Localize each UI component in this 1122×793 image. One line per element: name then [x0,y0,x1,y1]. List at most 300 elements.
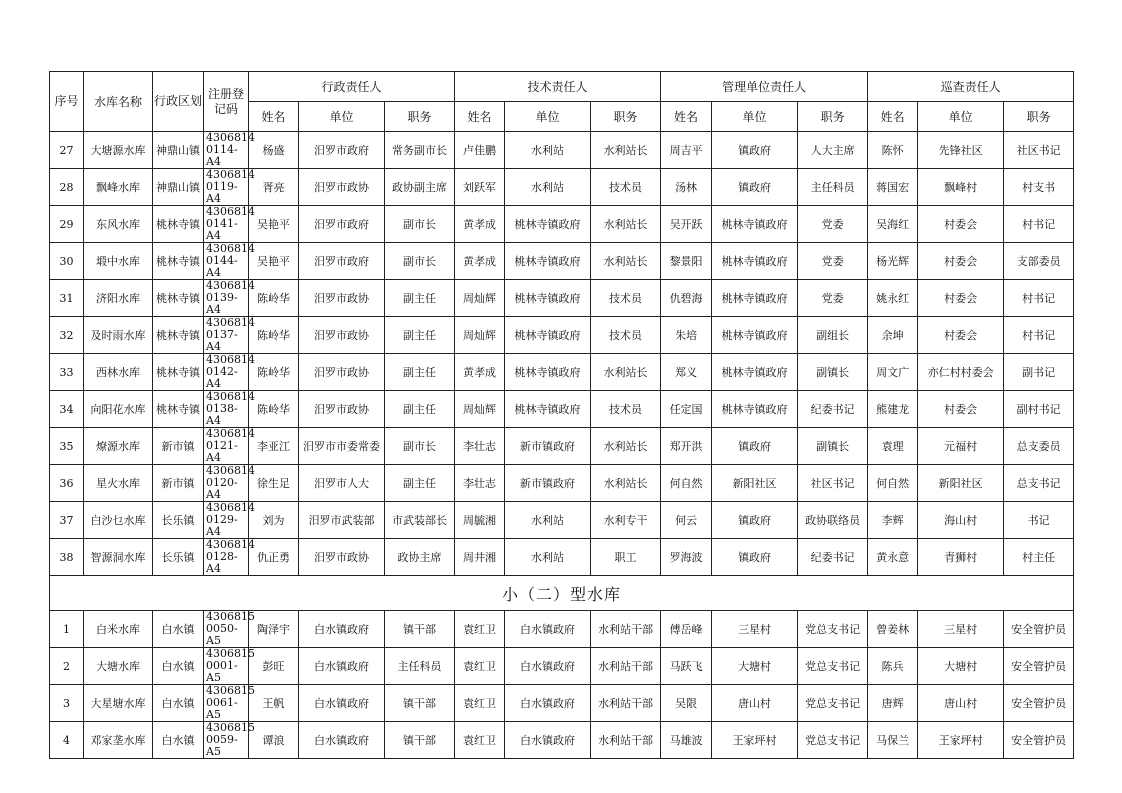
cell-tech-title: 水利站长 [591,428,661,465]
table-row [50,391,1074,428]
subheader-tech-name: 姓名 [455,102,505,132]
register-code-line2: 0119-A4 [206,180,238,205]
register-code-line2: 0137-A4 [206,328,238,353]
subheader-tech-unit: 单位 [505,102,591,132]
cell-patrol-unit: 先锋社区 [918,132,1004,169]
cell-admin-name: 陈岭华 [249,391,299,428]
table-row [50,354,1074,391]
subheader-patrol-name: 姓名 [868,102,918,132]
cell-district: 桃林寺镇 [153,206,204,243]
cell-tech-title: 水利站长 [591,132,661,169]
cell-admin-title: 镇干部 [385,611,455,648]
header-group-management: 管理单位责任人 [661,72,868,102]
register-code-line2: 0121-A4 [206,439,238,464]
cell-patrol-unit: 元福村 [918,428,1004,465]
cell-mgmt-title: 纪委书记 [798,539,868,576]
register-code-line1: 4306814 [206,131,255,144]
register-code-line2: 0139-A4 [206,291,238,316]
register-code-line1: 4306814 [206,501,255,514]
subheader-management-name: 姓名 [661,102,712,132]
cell-tech-name: 黄孝成 [455,243,505,280]
cell-admin-title: 常务副市长 [385,132,455,169]
cell-reservoir-name: 燎源水库 [84,428,153,465]
table-row [50,317,1074,354]
cell-register-code [204,721,255,759]
cell-seq: 3 [50,685,84,722]
cell-district: 白水镇 [153,685,204,722]
cell-seq: 27 [50,132,84,169]
header-district: 行政区划 [153,72,204,132]
cell-tech-name: 袁红卫 [455,722,505,759]
cell-seq: 2 [50,648,84,685]
cell-patrol-name: 姚永红 [868,280,918,317]
cell-mgmt-unit: 桃林寺镇政府 [712,280,798,317]
cell-patrol-title: 书记 [1004,502,1074,539]
cell-mgmt-name: 郑义 [661,354,712,391]
cell-mgmt-title: 党委 [798,206,868,243]
cell-mgmt-name: 罗海波 [661,539,712,576]
register-code-line2: 0141-A4 [206,217,238,242]
cell-tech-unit: 水利站 [505,132,591,169]
cell-tech-name: 黄孝成 [455,354,505,391]
cell-mgmt-name: 何云 [661,502,712,539]
register-code-line1: 4306815 [206,647,255,660]
cell-tech-unit: 桃林寺镇政府 [505,391,591,428]
cell-patrol-title: 村书记 [1004,317,1074,354]
cell-admin-unit: 汨罗市政府 [299,132,385,169]
register-code-line2: 0059-A5 [206,733,238,758]
cell-reservoir-name: 邓家垄水库 [84,722,153,759]
cell-patrol-name: 曾姜林 [868,611,918,648]
cell-admin-name: 陶泽宇 [249,611,299,648]
cell-reservoir-name: 白沙乜水库 [84,502,153,539]
cell-admin-name: 彭旺 [249,648,299,685]
cell-admin-unit: 白水镇政府 [299,722,385,759]
cell-tech-name: 李壮志 [455,465,505,502]
cell-admin-title: 副主任 [385,465,455,502]
cell-mgmt-title: 副镇长 [798,428,868,465]
cell-reservoir-name: 大星塘水库 [84,685,153,722]
subheader-admin-title: 职务 [385,102,455,132]
cell-tech-name: 卢佳鹏 [455,132,505,169]
cell-tech-unit: 新市镇政府 [505,428,591,465]
cell-mgmt-title: 主任科员 [798,169,868,206]
cell-seq: 33 [50,354,84,391]
cell-mgmt-title: 党总支书记 [798,685,868,722]
cell-patrol-title: 村主任 [1004,539,1074,576]
cell-tech-title: 水利站干部 [591,685,661,722]
cell-mgmt-unit: 桃林寺镇政府 [712,206,798,243]
cell-register-code [204,610,255,648]
cell-tech-unit: 水利站 [505,502,591,539]
cell-tech-unit: 桃林寺镇政府 [505,206,591,243]
cell-reservoir-name: 东风水库 [84,206,153,243]
cell-mgmt-unit: 王家坪村 [712,722,798,759]
cell-mgmt-unit: 三星村 [712,611,798,648]
cell-tech-name: 黄孝成 [455,206,505,243]
cell-patrol-title: 村支书 [1004,169,1074,206]
cell-district: 神鼎山镇 [153,169,204,206]
cell-seq: 31 [50,280,84,317]
cell-patrol-unit: 青狮村 [918,539,1004,576]
cell-tech-title: 水利站干部 [591,648,661,685]
header-reservoir-name: 水库名称 [84,72,153,132]
cell-patrol-name: 余坤 [868,317,918,354]
cell-patrol-title: 村书记 [1004,280,1074,317]
cell-admin-name: 徐生足 [249,465,299,502]
cell-tech-name: 周井湘 [455,539,505,576]
table-row [50,206,1074,243]
cell-tech-name: 袁红卫 [455,611,505,648]
cell-tech-name: 李壮志 [455,428,505,465]
cell-tech-title: 水利站长 [591,206,661,243]
cell-admin-unit: 汨罗市政协 [299,391,385,428]
cell-mgmt-name: 汤林 [661,169,712,206]
cell-seq: 38 [50,539,84,576]
register-code-line2: 0120-A4 [206,476,238,501]
cell-mgmt-name: 黎景阳 [661,243,712,280]
cell-patrol-name: 黄永意 [868,539,918,576]
cell-register-code [204,205,255,243]
cell-admin-unit: 白水镇政府 [299,648,385,685]
cell-patrol-unit: 村委会 [918,206,1004,243]
register-code-line1: 4306814 [206,464,255,477]
cell-admin-unit: 汨罗市政协 [299,169,385,206]
cell-district: 新市镇 [153,465,204,502]
cell-mgmt-title: 社区书记 [798,465,868,502]
cell-tech-title: 水利站干部 [591,722,661,759]
cell-admin-name: 仇正勇 [249,539,299,576]
register-code-line1: 4306814 [206,427,255,440]
cell-mgmt-unit: 镇政府 [712,132,798,169]
cell-mgmt-name: 周吉平 [661,132,712,169]
cell-mgmt-name: 何自然 [661,465,712,502]
register-code-line1: 4306814 [206,316,255,329]
cell-tech-unit: 白水镇政府 [505,611,591,648]
cell-district: 桃林寺镇 [153,391,204,428]
cell-patrol-title: 支部委员 [1004,243,1074,280]
subheader-management-unit: 单位 [712,102,798,132]
cell-admin-name: 王帆 [249,685,299,722]
cell-register-code [204,168,255,206]
cell-admin-name: 陈岭华 [249,280,299,317]
cell-tech-unit: 桃林寺镇政府 [505,280,591,317]
cell-patrol-unit: 村委会 [918,391,1004,428]
cell-tech-title: 职工 [591,539,661,576]
cell-admin-title: 副主任 [385,354,455,391]
cell-tech-name: 袁红卫 [455,648,505,685]
cell-admin-name: 刘为 [249,502,299,539]
cell-tech-name: 周毓湘 [455,502,505,539]
cell-admin-title: 副主任 [385,391,455,428]
cell-patrol-unit: 村委会 [918,280,1004,317]
cell-tech-unit: 白水镇政府 [505,648,591,685]
cell-tech-unit: 桃林寺镇政府 [505,243,591,280]
cell-mgmt-name: 朱培 [661,317,712,354]
cell-patrol-name: 何自然 [868,465,918,502]
cell-admin-unit: 汨罗市武装部 [299,502,385,539]
cell-register-code [204,316,255,354]
cell-admin-unit: 汨罗市人大 [299,465,385,502]
cell-register-code [204,464,255,502]
cell-admin-name: 陈岭华 [249,317,299,354]
cell-register-code [204,242,255,280]
cell-admin-title: 副主任 [385,280,455,317]
cell-patrol-title: 总支书记 [1004,465,1074,502]
cell-admin-name: 吴艳平 [249,206,299,243]
register-code-line2: 0142-A4 [206,365,238,390]
table-row [50,685,1074,722]
cell-register-code [204,390,255,428]
register-code-line2: 0128-A4 [206,550,238,575]
header-group-patrol: 巡查责任人 [868,72,1074,102]
cell-admin-unit: 汨罗市政协 [299,354,385,391]
cell-admin-title: 镇干部 [385,685,455,722]
cell-admin-title: 副市长 [385,206,455,243]
cell-admin-name: 杨盛 [249,132,299,169]
register-code-line2: 0129-A4 [206,513,238,538]
cell-admin-name: 陈岭华 [249,354,299,391]
cell-reservoir-name: 西林水库 [84,354,153,391]
cell-tech-name: 周灿辉 [455,317,505,354]
cell-seq: 28 [50,169,84,206]
cell-register-code [204,427,255,465]
register-code-line1: 4306815 [206,684,255,697]
cell-patrol-name: 蒋国宏 [868,169,918,206]
cell-tech-unit: 桃林寺镇政府 [505,354,591,391]
cell-patrol-name: 吴海红 [868,206,918,243]
cell-tech-name: 周灿辉 [455,391,505,428]
cell-seq: 30 [50,243,84,280]
cell-district: 神鼎山镇 [153,132,204,169]
cell-tech-title: 水利专干 [591,502,661,539]
cell-admin-unit: 汨罗市政协 [299,280,385,317]
cell-mgmt-unit: 镇政府 [712,169,798,206]
cell-admin-name: 吴艳平 [249,243,299,280]
cell-tech-title: 技术员 [591,280,661,317]
cell-patrol-name: 周文广 [868,354,918,391]
register-code-line2: 0138-A4 [206,402,238,427]
subheader-admin-unit: 单位 [299,102,385,132]
register-code-line2: 0050-A5 [206,622,238,647]
cell-patrol-unit: 新阳社区 [918,465,1004,502]
table-row [50,169,1074,206]
cell-patrol-unit: 村委会 [918,243,1004,280]
cell-patrol-unit: 王家坪村 [918,722,1004,759]
cell-tech-title: 水利站长 [591,354,661,391]
cell-patrol-title: 安全管护员 [1004,648,1074,685]
cell-admin-unit: 汨罗市政协 [299,539,385,576]
cell-mgmt-unit: 镇政府 [712,428,798,465]
cell-patrol-name: 熊建龙 [868,391,918,428]
table-row [50,648,1074,685]
table-row [50,243,1074,280]
cell-reservoir-name: 飘峰水库 [84,169,153,206]
cell-seq: 37 [50,502,84,539]
register-code-line1: 4306815 [206,721,255,734]
cell-patrol-title: 副村书记 [1004,391,1074,428]
cell-reservoir-name: 大塘水库 [84,648,153,685]
cell-seq: 1 [50,611,84,648]
cell-tech-title: 技术员 [591,169,661,206]
cell-tech-title: 技术员 [591,391,661,428]
cell-mgmt-unit: 大塘村 [712,648,798,685]
cell-patrol-title: 总支委员 [1004,428,1074,465]
cell-patrol-title: 社区书记 [1004,132,1074,169]
cell-patrol-title: 安全管护员 [1004,611,1074,648]
table-row [50,539,1074,576]
cell-patrol-name: 马保兰 [868,722,918,759]
cell-register-code [204,279,255,317]
table-row [50,465,1074,502]
register-code-line1: 4306814 [206,279,255,292]
cell-register-code [204,131,255,169]
cell-admin-title: 主任科员 [385,648,455,685]
cell-admin-title: 副主任 [385,317,455,354]
cell-reservoir-name: 及时雨水库 [84,317,153,354]
subheader-management-title: 职务 [798,102,868,132]
subheader-admin-name: 姓名 [249,102,299,132]
cell-admin-name: 胥亮 [249,169,299,206]
header-seq: 序号 [50,72,84,132]
register-code-line1: 4306814 [206,205,255,218]
cell-tech-title: 水利站长 [591,243,661,280]
cell-district: 桃林寺镇 [153,243,204,280]
cell-reservoir-name: 向阳花水库 [84,391,153,428]
cell-reservoir-name: 大塘源水库 [84,132,153,169]
cell-tech-title: 技术员 [591,317,661,354]
register-code-line1: 4306814 [206,390,255,403]
cell-register-code [204,684,255,722]
table-row [50,428,1074,465]
table-row [50,132,1074,169]
cell-tech-name: 周灿辉 [455,280,505,317]
subheader-patrol-unit: 单位 [918,102,1004,132]
cell-mgmt-unit: 唐山村 [712,685,798,722]
cell-mgmt-title: 党总支书记 [798,611,868,648]
cell-patrol-unit: 亦仁村村委会 [918,354,1004,391]
cell-tech-unit: 桃林寺镇政府 [505,317,591,354]
cell-mgmt-name: 傅岳峰 [661,611,712,648]
cell-admin-unit: 白水镇政府 [299,611,385,648]
cell-patrol-name: 李辉 [868,502,918,539]
cell-district: 长乐镇 [153,539,204,576]
cell-patrol-unit: 唐山村 [918,685,1004,722]
table-row [50,611,1074,648]
cell-patrol-title: 安全管护员 [1004,685,1074,722]
cell-patrol-title: 村书记 [1004,206,1074,243]
cell-admin-title: 镇干部 [385,722,455,759]
cell-patrol-unit: 飘峰村 [918,169,1004,206]
cell-tech-title: 水利站长 [591,465,661,502]
cell-admin-name: 李亚江 [249,428,299,465]
section-title: 小（二）型水库 [50,576,1074,611]
register-code-line1: 4306814 [206,168,255,181]
cell-register-code [204,353,255,391]
cell-admin-unit: 汨罗市政府 [299,206,385,243]
header-group-tech: 技术责任人 [455,72,661,102]
cell-register-code [204,501,255,539]
cell-tech-name: 刘跃军 [455,169,505,206]
cell-mgmt-name: 马跃飞 [661,648,712,685]
register-code-line2: 0061-A5 [206,696,238,721]
cell-mgmt-title: 党总支书记 [798,648,868,685]
cell-mgmt-title: 党委 [798,280,868,317]
cell-register-code [204,538,255,576]
cell-mgmt-name: 郑开洪 [661,428,712,465]
cell-seq: 34 [50,391,84,428]
cell-mgmt-title: 副组长 [798,317,868,354]
cell-mgmt-title: 副镇长 [798,354,868,391]
cell-tech-unit: 水利站 [505,169,591,206]
cell-admin-title: 市武装部长 [385,502,455,539]
header-register-code: 注册登记码 [204,72,249,132]
cell-patrol-unit: 大塘村 [918,648,1004,685]
cell-tech-unit: 白水镇政府 [505,722,591,759]
cell-mgmt-unit: 桃林寺镇政府 [712,243,798,280]
cell-mgmt-unit: 桃林寺镇政府 [712,317,798,354]
cell-admin-unit: 白水镇政府 [299,685,385,722]
cell-patrol-name: 陈怀 [868,132,918,169]
register-code-line2: 0144-A4 [206,254,238,279]
cell-admin-unit: 汨罗市政协 [299,317,385,354]
cell-register-code [204,647,255,685]
table-row [50,722,1074,759]
cell-tech-unit: 白水镇政府 [505,685,591,722]
table-row [50,280,1074,317]
cell-mgmt-name: 仇碧海 [661,280,712,317]
cell-district: 白水镇 [153,722,204,759]
cell-district: 白水镇 [153,611,204,648]
cell-seq: 35 [50,428,84,465]
cell-patrol-title: 副书记 [1004,354,1074,391]
cell-reservoir-name: 星火水库 [84,465,153,502]
cell-mgmt-unit: 镇政府 [712,502,798,539]
cell-reservoir-name: 智源洞水库 [84,539,153,576]
subheader-tech-title: 职务 [591,102,661,132]
cell-patrol-name: 袁理 [868,428,918,465]
cell-admin-title: 副市长 [385,428,455,465]
cell-district: 桃林寺镇 [153,317,204,354]
cell-patrol-unit: 海山村 [918,502,1004,539]
cell-tech-title: 水利站干部 [591,611,661,648]
cell-tech-unit: 水利站 [505,539,591,576]
subheader-patrol-title: 职务 [1004,102,1074,132]
cell-admin-title: 副市长 [385,243,455,280]
cell-reservoir-name: 济阳水库 [84,280,153,317]
cell-seq: 32 [50,317,84,354]
cell-tech-unit: 新市镇政府 [505,465,591,502]
cell-patrol-name: 陈兵 [868,648,918,685]
cell-district: 白水镇 [153,648,204,685]
cell-seq: 4 [50,722,84,759]
cell-mgmt-unit: 新阳社区 [712,465,798,502]
responsibility-table [49,71,1074,759]
register-code-line2: 0114-A4 [206,143,238,168]
header-group-admin: 行政责任人 [249,72,455,102]
cell-mgmt-title: 政协联络员 [798,502,868,539]
cell-admin-title: 政协副主席 [385,169,455,206]
cell-mgmt-name: 任定国 [661,391,712,428]
cell-mgmt-name: 马雄波 [661,722,712,759]
cell-mgmt-title: 党总支书记 [798,722,868,759]
cell-reservoir-name: 白米水库 [84,611,153,648]
cell-district: 桃林寺镇 [153,280,204,317]
register-code-line1: 4306814 [206,538,255,551]
register-code-line2: 0001-A5 [206,659,238,684]
cell-patrol-name: 杨光辉 [868,243,918,280]
cell-mgmt-title: 纪委书记 [798,391,868,428]
